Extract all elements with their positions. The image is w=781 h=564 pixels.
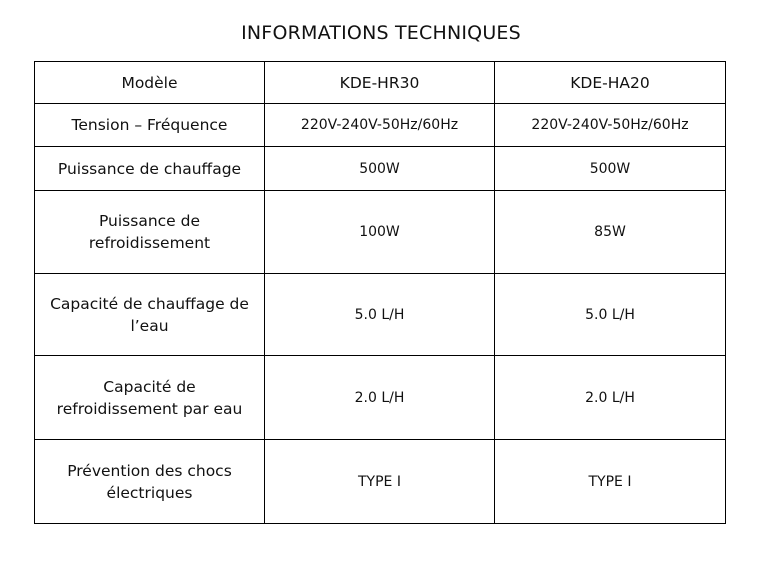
row-value: 5.0 L/H	[495, 274, 726, 356]
technical-specs-table	[34, 61, 726, 524]
row-value: 220V-240V-50Hz/60Hz	[495, 104, 726, 147]
row-label-line: refroidissement	[88, 234, 211, 252]
page-title: INFORMATIONS TECHNIQUES	[241, 22, 521, 44]
row-label	[35, 191, 265, 274]
header-label: Modèle	[35, 62, 265, 104]
table-row	[35, 104, 726, 147]
header-model-2: KDE-HA20	[495, 62, 726, 104]
row-value: TYPE I	[495, 440, 726, 524]
row-label: Tension – Fréquence	[35, 104, 265, 147]
row-value: 220V-240V-50Hz/60Hz	[265, 104, 495, 147]
row-value: TYPE I	[265, 440, 495, 524]
row-value: 100W	[265, 191, 495, 274]
row-value: 85W	[495, 191, 726, 274]
row-label-line: Capacité de	[103, 377, 196, 396]
row-label-line: Prévention des chocs	[67, 461, 232, 480]
row-value: 2.0 L/H	[265, 356, 495, 440]
row-label-line: Capacité de chauffage de	[50, 294, 249, 313]
row-value: 5.0 L/H	[265, 274, 495, 356]
table-row	[35, 274, 726, 356]
table-row	[35, 440, 726, 524]
row-value: 500W	[265, 147, 495, 191]
table-row	[35, 191, 726, 274]
row-value: 2.0 L/H	[495, 356, 726, 440]
row-label-line: l’eau	[130, 316, 169, 335]
table-row	[35, 147, 726, 191]
row-label	[35, 274, 265, 356]
row-label-line: électriques	[106, 483, 193, 502]
header-model-1: KDE-HR30	[265, 62, 495, 104]
row-value: 500W	[495, 147, 726, 191]
row-label	[35, 356, 265, 440]
table-header-row	[35, 62, 726, 104]
row-label	[35, 440, 265, 524]
row-label-line: Puissance de	[98, 212, 201, 230]
row-label: Puissance de chauffage	[35, 147, 265, 191]
row-label-line: refroidissement par eau	[56, 399, 243, 418]
table-row	[35, 356, 726, 440]
